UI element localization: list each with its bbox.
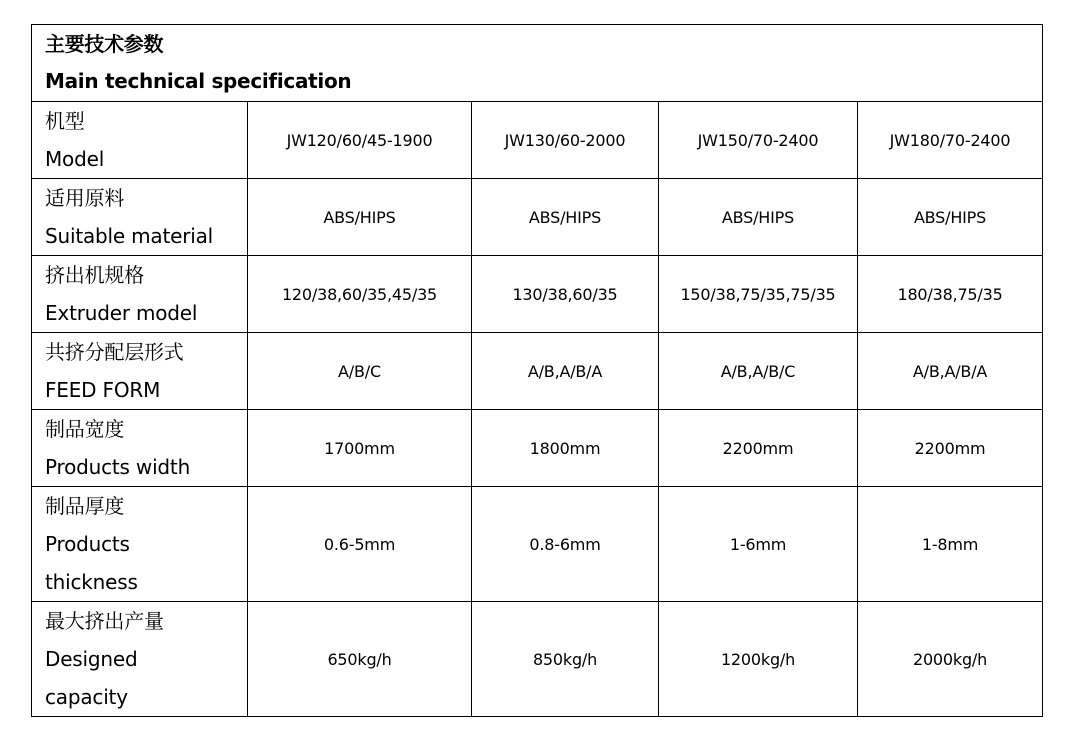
table-row <box>32 102 1043 179</box>
title-cell <box>32 25 1043 102</box>
cell-value: ABS/HIPS <box>472 179 659 256</box>
cell-value: 1800mm <box>472 410 659 487</box>
title-zh: 主要技术参数 <box>45 32 164 56</box>
row-label-en-2: capacity <box>45 685 128 709</box>
row-label-en: Designed <box>45 647 138 671</box>
spec-table <box>31 24 1043 717</box>
row-label <box>32 333 248 410</box>
cell-value: A/B,A/B/C <box>659 333 858 410</box>
row-label-zh: 适用原料 <box>45 186 125 210</box>
cell-value: ABS/HIPS <box>248 179 472 256</box>
row-label <box>32 102 248 179</box>
title-en: Main technical specification <box>45 69 352 93</box>
table-row <box>32 179 1043 256</box>
cell-value: 850kg/h <box>472 602 659 717</box>
row-label-en-2: thickness <box>45 570 138 594</box>
row-label-en: Products <box>45 532 130 556</box>
row-label-zh: 共挤分配层形式 <box>45 340 184 364</box>
table-row <box>32 333 1043 410</box>
cell-value: 1700mm <box>248 410 472 487</box>
row-label <box>32 410 248 487</box>
row-label-zh: 挤出机规格 <box>45 263 144 287</box>
cell-value: 150/38,75/35,75/35 <box>659 256 858 333</box>
cell-value: JW180/70-2400 <box>858 102 1043 179</box>
table-row <box>32 410 1043 487</box>
cell-value: 120/38,60/35,45/35 <box>248 256 472 333</box>
row-label-zh: 制品厚度 <box>45 494 125 518</box>
cell-value: ABS/HIPS <box>659 179 858 256</box>
table-row <box>32 487 1043 602</box>
row-label-zh: 最大挤出产量 <box>45 609 164 633</box>
title-row <box>32 25 1043 102</box>
row-label-en: Products width <box>45 455 191 479</box>
table-row <box>32 602 1043 717</box>
row-label-en: Extruder model <box>45 301 198 325</box>
cell-value: JW150/70-2400 <box>659 102 858 179</box>
cell-value: A/B,A/B/A <box>858 333 1043 410</box>
cell-value: A/B/C <box>248 333 472 410</box>
cell-value: 1-6mm <box>659 487 858 602</box>
cell-value: 2200mm <box>858 410 1043 487</box>
cell-value: A/B,A/B/A <box>472 333 659 410</box>
cell-value: 180/38,75/35 <box>858 256 1043 333</box>
row-label-en: Model <box>45 147 105 171</box>
cell-value: JW130/60-2000 <box>472 102 659 179</box>
cell-value: 0.8-6mm <box>472 487 659 602</box>
cell-value: 130/38,60/35 <box>472 256 659 333</box>
cell-value: 650kg/h <box>248 602 472 717</box>
cell-value: 2000kg/h <box>858 602 1043 717</box>
row-label-zh: 制品宽度 <box>45 417 125 441</box>
row-label-zh: 机型 <box>45 109 85 133</box>
cell-value: 1200kg/h <box>659 602 858 717</box>
table-row <box>32 256 1043 333</box>
row-label <box>32 602 248 717</box>
cell-value: 1-8mm <box>858 487 1043 602</box>
cell-value: 2200mm <box>659 410 858 487</box>
row-label-en: Suitable material <box>45 224 214 248</box>
row-label <box>32 256 248 333</box>
row-label <box>32 487 248 602</box>
cell-value: JW120/60/45-1900 <box>248 102 472 179</box>
row-label <box>32 179 248 256</box>
row-label-en: FEED FORM <box>45 378 161 402</box>
cell-value: ABS/HIPS <box>858 179 1043 256</box>
cell-value: 0.6-5mm <box>248 487 472 602</box>
